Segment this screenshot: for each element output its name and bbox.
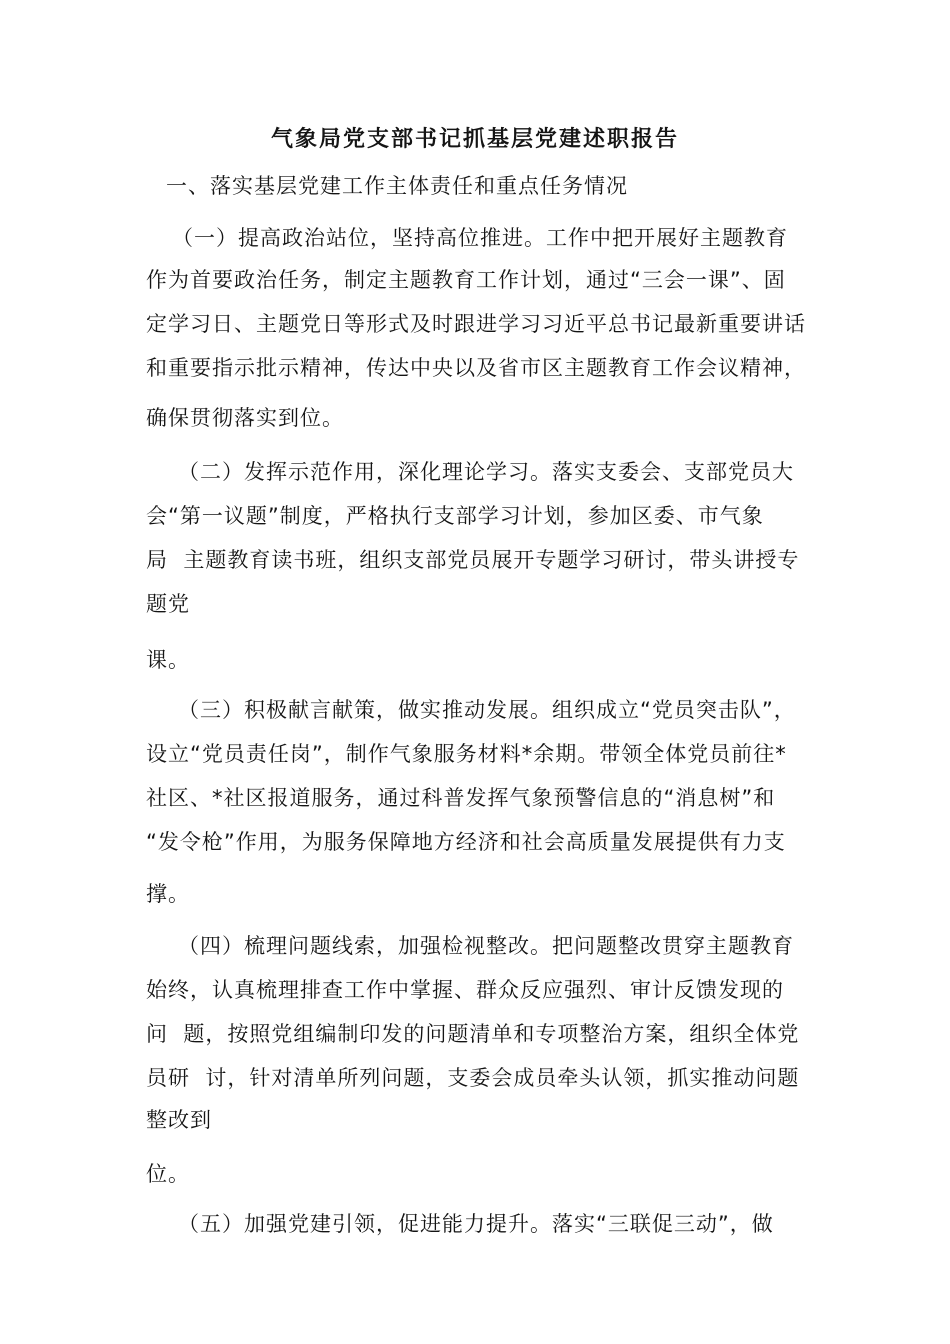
- paragraph-line: 设立“党员责任岗”，制作气象服务材料*余期。带领全体党员前往*: [146, 742, 787, 766]
- paragraph-line: 员研 讨，针对清单所列问题，支委会成员牵头认领，抓实推动问题: [146, 1066, 800, 1090]
- paragraph-line: 撑。: [146, 882, 190, 906]
- paragraph-line: 和重要指示批示精神，传达中央以及省市区主题教育工作会议精神，: [146, 356, 806, 380]
- paragraph-line: 问 题，按照党组编制印发的问题清单和专项整治方案，组织全体党: [146, 1022, 800, 1046]
- paragraph-line: （三）积极献言献策，做实推动发展。组织成立“党员突击队”，: [178, 698, 796, 722]
- paragraph-line: 位。: [146, 1162, 190, 1186]
- paragraph-line: 课。: [146, 648, 190, 672]
- paragraph-line: 局 主题教育读书班，组织支部党员展开专题学习研讨，带头讲授专: [146, 548, 800, 572]
- paragraph-line: 题党: [146, 592, 190, 616]
- paragraph-line: 确保贯彻落实到位。: [146, 406, 344, 430]
- paragraph-line: 始终，认真梳理排查工作中掌握、群众反应强烈、审计反馈发现的: [146, 978, 784, 1002]
- paragraph-line: 社区、*社区报道服务，通过科普发挥气象预警信息的“消息树”和: [146, 786, 776, 810]
- paragraph-line: 作为首要政治任务，制定主题教育工作计划，通过“三会一课”、固: [146, 268, 786, 292]
- section-heading: 一、落实基层党建工作主体责任和重点任务情况: [166, 174, 628, 198]
- paragraph-line: （二）发挥示范作用，深化理论学习。落实支委会、支部党员大: [178, 460, 794, 484]
- document-title: 气象局党支部书记抓基层党建述职报告: [270, 127, 679, 152]
- paragraph-line: 会“第一议题”制度，严格执行支部学习计划，参加区委、市气象: [146, 504, 764, 528]
- paragraph-line: 定学习日、主题党日等形式及时跟进学习习近平总书记最新重要讲话: [146, 312, 806, 336]
- paragraph-line: （一）提高政治站位，坚持高位推进。工作中把开展好主题教育: [172, 226, 788, 250]
- paragraph-line: （四）梳理问题线索，加强检视整改。把问题整改贯穿主题教育: [178, 934, 794, 958]
- paragraph-line: （五）加强党建引领，促进能力提升。落实“三联促三动”，做: [178, 1212, 774, 1236]
- paragraph-line: “发令枪”作用，为服务保障地方经济和社会高质量发展提供有力支: [146, 830, 786, 854]
- paragraph-line: 整改到: [146, 1108, 212, 1132]
